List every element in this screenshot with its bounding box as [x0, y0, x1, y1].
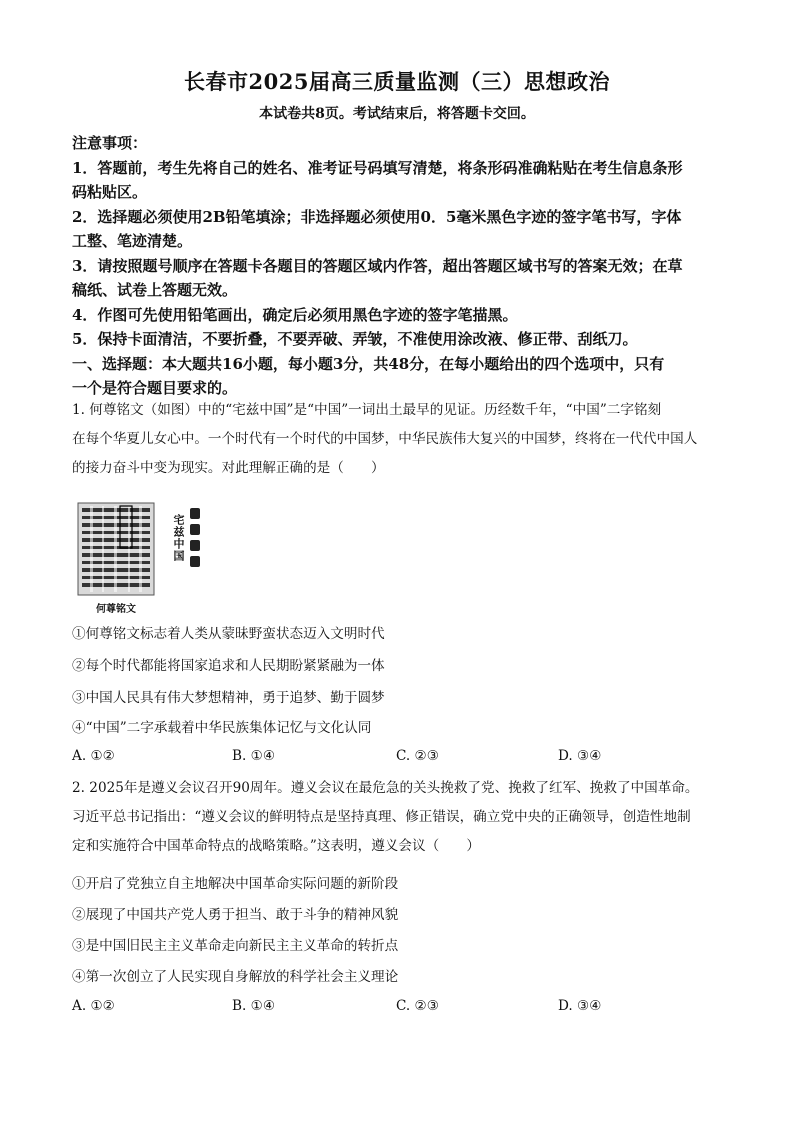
- question-2-statement-2: ②展现了中国共产党人勇于担当、敢于斗争的精神风貌: [72, 907, 399, 923]
- notes-line: 5．保持卡面清洁，不要折叠，不要弄破、弄皱，不准使用涂改液、修正带、刮纸刀。: [72, 330, 638, 348]
- question-2-statement-1: ①开启了党独立自主地解决中国革命实际问题的新阶段: [72, 876, 399, 892]
- question-1-stem-line: 在每个华夏儿女心中。一个时代有一个时代的中国梦，中华民族伟大复兴的中国梦，终将在一代代中国人: [72, 431, 698, 447]
- section-heading: 一、选择题：本大题共16小题，每小题3分，共48分，在每小题给出的四个选项中，只有: [72, 354, 665, 373]
- choice-d[interactable]: D. ③④: [558, 748, 602, 764]
- question-1-stem-line: 的接力奋斗中变为现实。对此理解正确的是（ ）: [72, 460, 385, 476]
- question-2-stem-line: 定和实施符合中国革命特点的战略策略。”这表明，遵义会议（ ）: [72, 838, 480, 854]
- question-1-statement-3: ③中国人民具有伟大梦想精神，勇于追梦、勤于圆梦: [72, 690, 385, 706]
- choice-b[interactable]: B. ①④: [232, 998, 276, 1014]
- question-1-statement-4: ④“中国”二字承载着中华民族集体记忆与文化认同: [72, 720, 372, 736]
- inscription-rubbing-image: [76, 500, 208, 600]
- question-2-stem: [72, 774, 726, 861]
- notes-line: 2．选择题必须使用2B铅笔填涂；非选择题必须使用0．5毫米黑色字迹的签字笔书写，字体: [72, 207, 682, 226]
- choice-a[interactable]: A. ①②: [72, 998, 115, 1014]
- choice-c[interactable]: C. ②③: [396, 748, 439, 764]
- question-1-statement-2: ②每个时代都能将国家追求和人民期盼紧紧融为一体: [72, 658, 385, 674]
- question-2-stem-line: 2. 2025年是遵义会议召开90周年。遵义会议在最危急的关头挽救了党、挽救了红军、挽救了中国革命。: [72, 780, 699, 796]
- page-subtitle: 本试卷共8页。考试结束后，将答题卡交回。: [259, 106, 535, 122]
- choice-c[interactable]: C. ②③: [396, 998, 439, 1014]
- question-1-statement-1: ①何尊铭文标志着人类从蒙昧野蛮状态迈入文明时代: [72, 626, 385, 642]
- question-1-stem-line: 1. 何尊铭文（如图）中的“宅兹中国”是“中国”一词出土最早的见证。历经数千年，“中国”二字铭刻: [72, 402, 662, 418]
- notes-line: 工整、笔迹清楚。: [72, 232, 193, 250]
- page-title: 长春市2025届高三质量监测（三）思想政治: [184, 69, 610, 94]
- notes-line: 码粘贴区。: [72, 183, 148, 201]
- question-2-statement-4: ④第一次创立了人民实现自身解放的科学社会主义理论: [72, 969, 399, 985]
- notes-block: [72, 131, 726, 401]
- he-zun-inscription-figure: [76, 500, 208, 614]
- notes-line: 稿纸、试卷上答题无效。: [72, 281, 238, 299]
- notes-heading: 注意事项：: [72, 134, 148, 152]
- notes-line: 3．请按照题号顺序在答题卡各题目的答题区域内作答，超出答题区域书写的答案无效；在草: [72, 256, 683, 275]
- figure-caption: 何尊铭文: [96, 604, 136, 615]
- question-2-stem-line: 习近平总书记指出：“遵义会议的鲜明特点是坚持真理、修正错误，确立党中央的正确领导，创造性地制: [72, 809, 691, 825]
- section-heading: 一个是符合题目要求的。: [72, 379, 238, 397]
- notes-line: 1．答题前，考生先将自己的姓名、准考证号码填写清楚，将条形码准确粘贴在考生信息条形: [72, 158, 683, 177]
- inscription-label: 宅兹中国: [172, 514, 185, 562]
- choice-b[interactable]: B. ①④: [232, 748, 276, 764]
- question-1-stem: [72, 396, 726, 483]
- notes-line: 4．作图可先使用铅笔画出，确定后必须用黑色字迹的签字笔描黑。: [72, 305, 518, 324]
- question-1-choices: [72, 748, 632, 768]
- question-2-statement-3: ③是中国旧民主主义革命走向新民主主义革命的转折点: [72, 938, 399, 954]
- choice-a[interactable]: A. ①②: [72, 748, 115, 764]
- question-2-choices: [72, 998, 632, 1018]
- choice-d[interactable]: D. ③④: [558, 998, 602, 1014]
